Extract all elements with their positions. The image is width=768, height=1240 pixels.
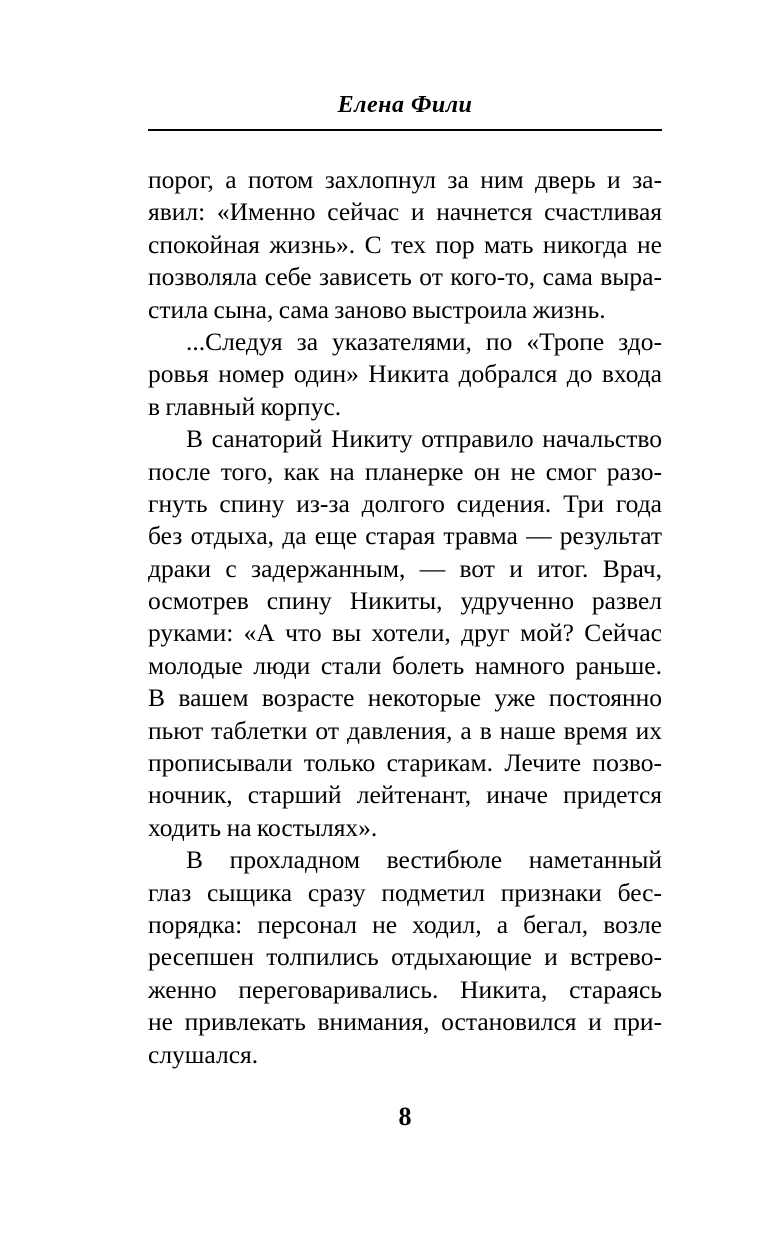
text-line: стила сына, сама заново выстроила жизнь.: [148, 294, 606, 324]
text-line: руками: «А что вы хотели, друг мой? Сейчас: [148, 618, 662, 648]
text-line: женно переговаривались. Никита, стараясь: [148, 974, 662, 1004]
paragraph: [148, 326, 662, 423]
text-line: гнуть спину из-за долгого сидения. Три года: [148, 488, 662, 518]
text-line: слушался.: [148, 1039, 259, 1069]
text-line: пьют таблетки от давления, а в наше время их: [148, 715, 662, 745]
paragraph: [148, 844, 662, 1071]
text-line: молодые люди стали болеть намного раньше.: [148, 650, 662, 680]
text-line: явил: «Именно сейчас и начнется счастливая: [148, 197, 662, 227]
text-line: В санаторий Никиту отправило начальство: [186, 424, 662, 454]
text-line: порог, а потом захлопнул за ним дверь и за-: [148, 165, 662, 194]
text-line: ночник, старший лейтенант, иначе придется: [148, 780, 662, 810]
text-line: ...Следуя за указателями, по «Тропе здо-: [186, 326, 662, 356]
text-line: без отдыха, да еще старая травма — результат: [148, 521, 662, 551]
text-line: ровья номер один» Никита добрался до входа: [148, 359, 662, 389]
text-line: глаз сыщика сразу подметил признаки бес-: [148, 877, 662, 907]
text-line: ходить на костылях».: [148, 812, 378, 842]
text-line: порядка: персонал не ходил, а бегал, возле: [148, 909, 662, 939]
text-line: в главный корпус.: [148, 391, 342, 421]
text-line: позволяла себе зависеть от кого-то, сама выра-: [148, 262, 662, 292]
body-text: [148, 164, 662, 1071]
header-rule: [148, 129, 662, 131]
text-line: В прохладном вестибюле наметанный: [186, 845, 662, 875]
page-number: 8: [398, 1102, 412, 1131]
text-line: не привлекать внимания, остановился и при-: [148, 1007, 662, 1037]
text-line: после того, как на планерке он не смог разо-: [148, 456, 662, 486]
text-line: прописывали только старикам. Лечите позво-: [148, 748, 662, 778]
paragraph: [148, 164, 662, 326]
text-line: спокойная жизнь». С тех пор мать никогда не: [148, 229, 662, 259]
text-line: драки с задержанным, — вот и итог. Врач,: [148, 553, 662, 583]
running-head-author: Елена Фили: [337, 92, 473, 118]
text-line: ресепшен толпились отдыхающие и встрево-: [148, 942, 662, 972]
text-line: осмотрев спину Никиты, удрученно развел: [148, 586, 662, 616]
text-line: В вашем возрасте некоторые уже постоянно: [148, 683, 662, 713]
paragraph: [148, 423, 662, 844]
